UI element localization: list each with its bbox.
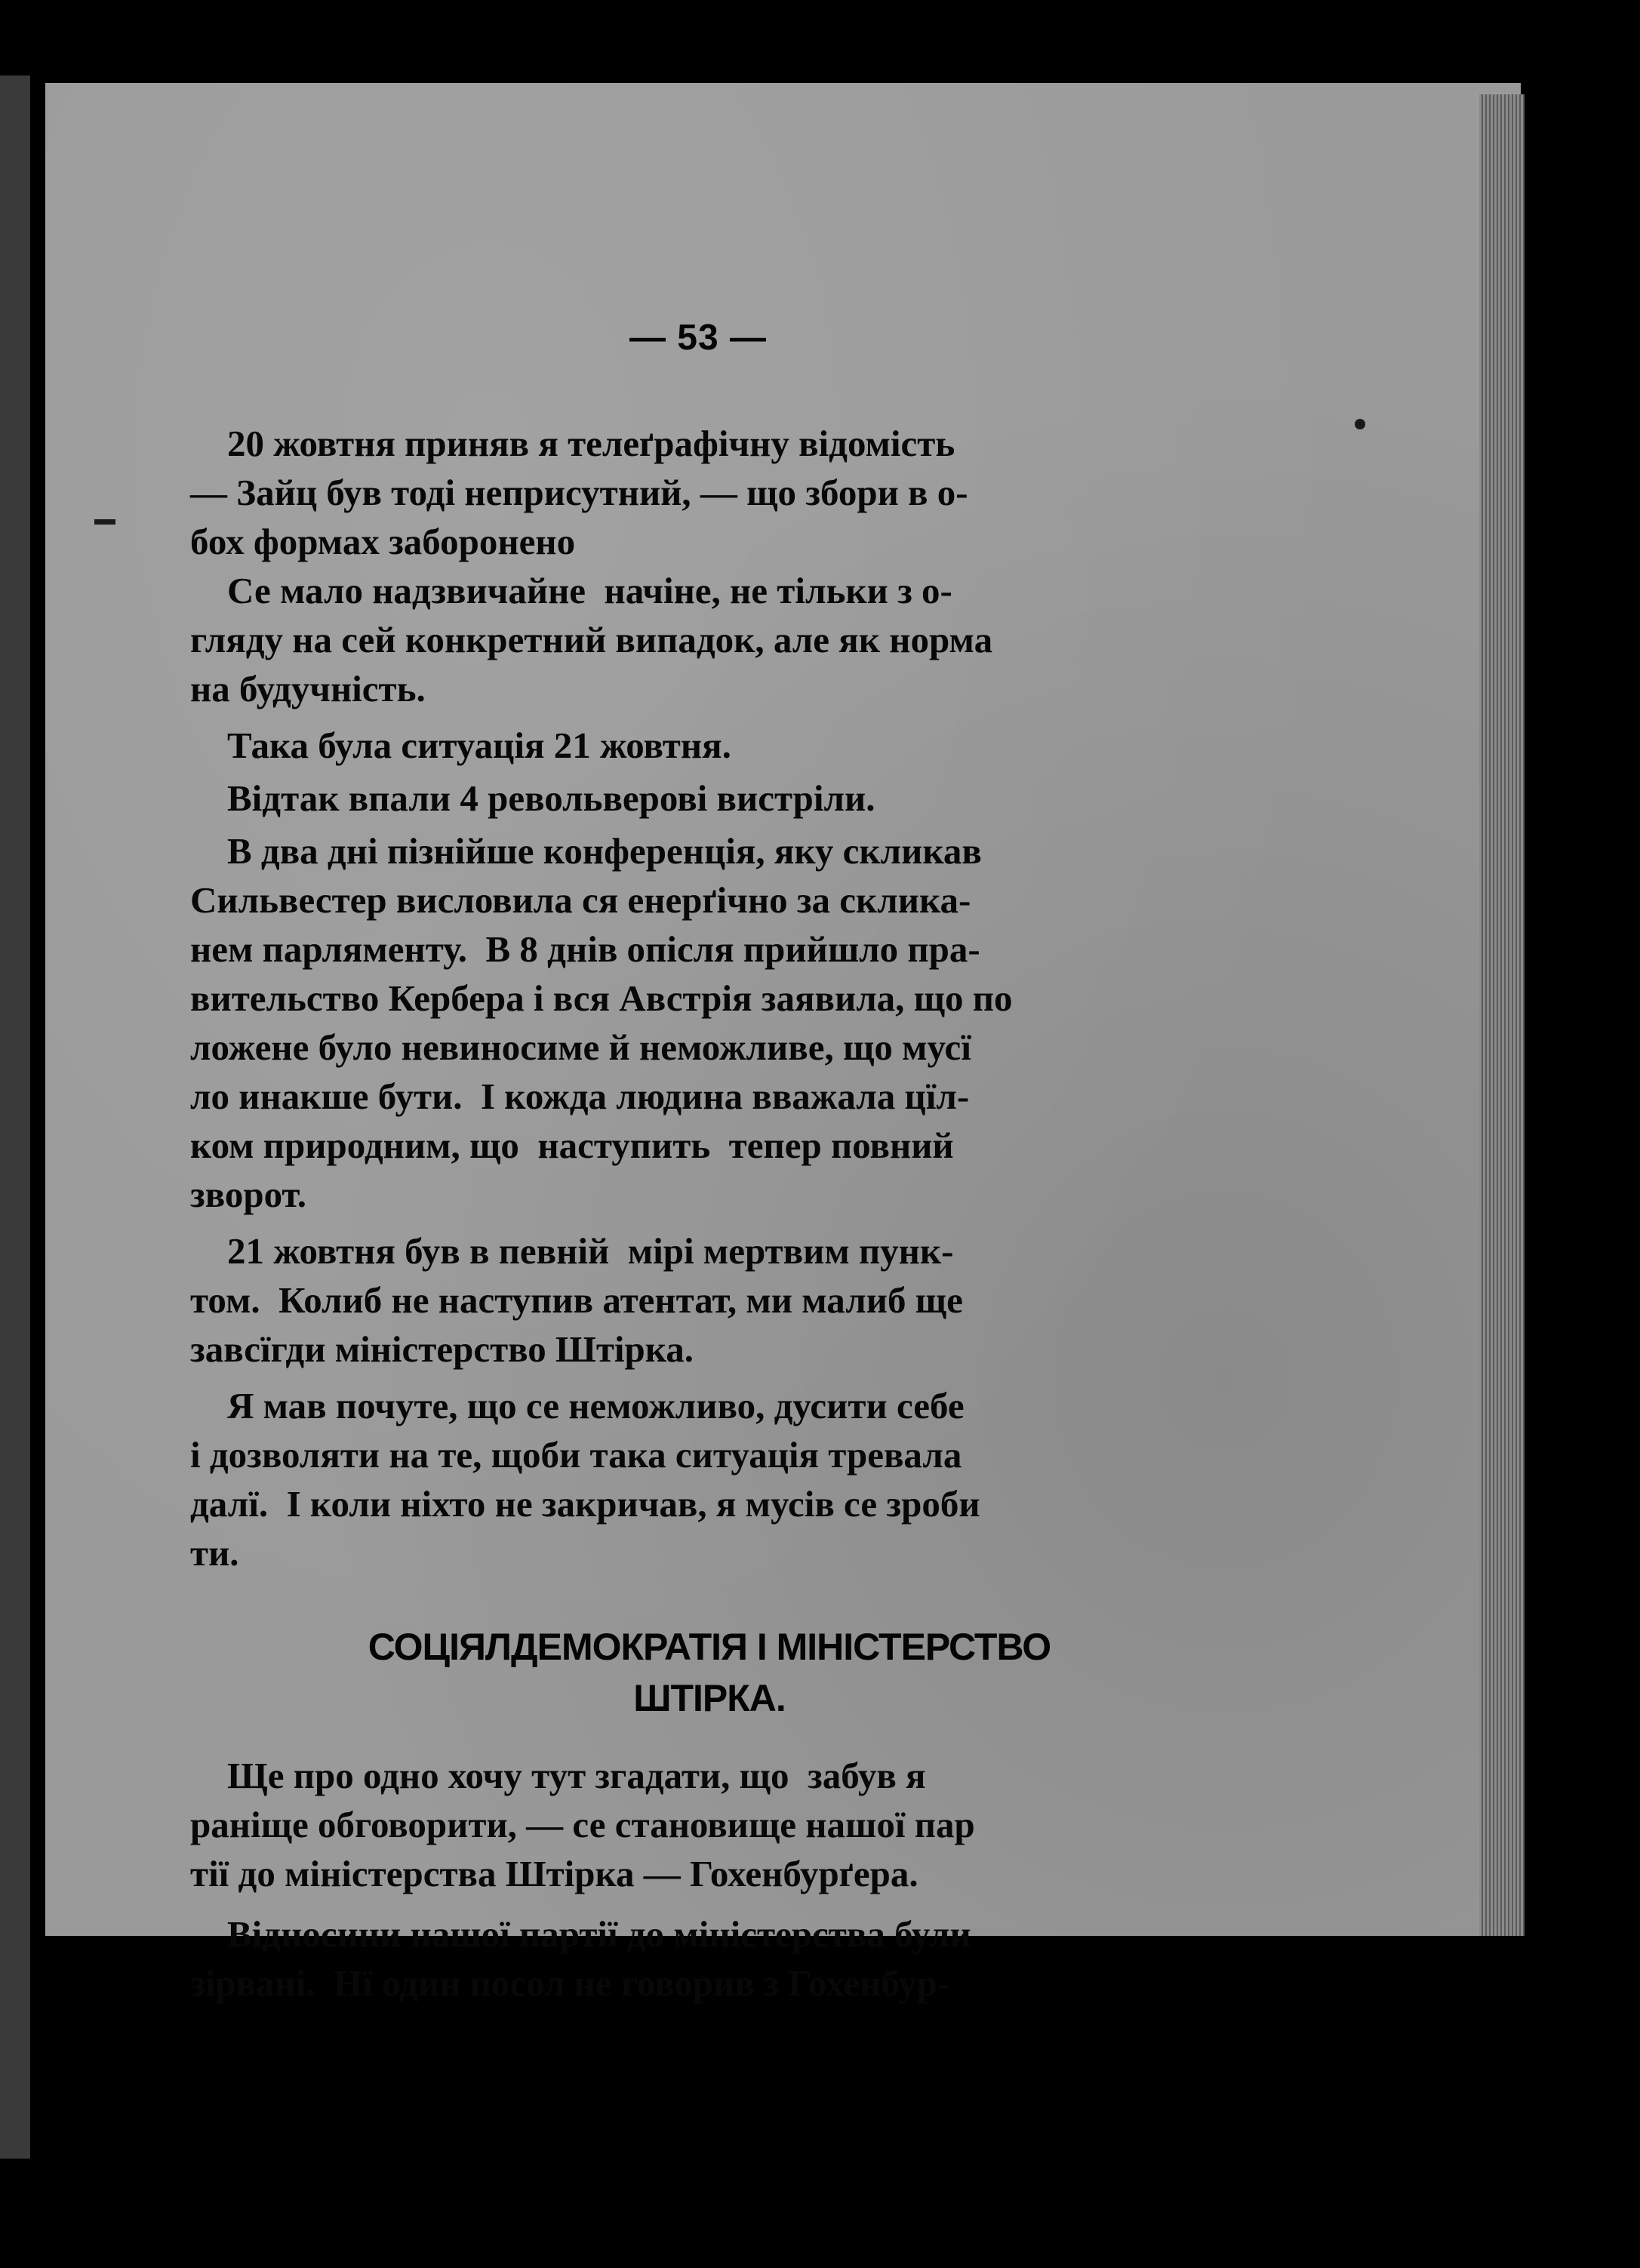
- text-line: гляду на сей конкретний випадок, але як норма: [190, 619, 993, 660]
- text-line: — Зайц був тоді неприсутний, — що збори в о-: [190, 472, 968, 513]
- text-line: тії до міністерства Штірка — Гохенбурґера.: [190, 1853, 918, 1894]
- text-line: вительство Кербера і вся Австрія заявила, що по: [190, 977, 1013, 1019]
- text-line: Се мало надзвичайне начіне, не тільки з о-: [190, 570, 952, 611]
- heading-line: СОЦІЯЛДЕМОКРАТІЯ І МІНІСТЕРСТВО: [368, 1626, 1051, 1668]
- text-line: і дозволяти на те, щоби така ситуація тревала: [190, 1434, 962, 1476]
- text-line: Сильвестер висловила ся енерґічно за склика-: [190, 879, 971, 921]
- text-line: Я мав почуте, що се неможливо, дусити себе: [190, 1385, 965, 1426]
- ink-mark: [1355, 419, 1365, 429]
- text-line: том. Колиб не наступив атентат, ми малиб ще: [190, 1279, 963, 1321]
- heading-line: ШТІРКА.: [633, 1677, 786, 1719]
- text-line: ложене було невиносиме й неможливе, що мусї: [190, 1026, 971, 1068]
- page-stack-edges: [1479, 94, 1525, 1936]
- text-line: Ще про одно хочу тут згадати, що забув я: [190, 1755, 926, 1796]
- text-line: Відносини нашої партії до міністерства були: [190, 1913, 971, 1955]
- text-line: Така була ситуація 21 жовтня.: [190, 725, 731, 766]
- text-line: завсїгди міністерство Штірка.: [190, 1328, 694, 1370]
- text-line: Відтак впали 4 револьверові вистріли.: [190, 777, 875, 819]
- text-line: ком природним, що наступить тепер повний: [190, 1125, 954, 1166]
- text-line: нем парляменту. В 8 днів опісля прийшло пра-: [190, 928, 980, 970]
- text-line: далї. І коли ніхто не закричав, я мусів се зроби: [190, 1483, 980, 1525]
- text-line: зворот.: [190, 1174, 307, 1215]
- text-line: на будучність.: [190, 668, 426, 709]
- text-line: бох формах заборонено: [190, 521, 576, 562]
- text-line: ло инакше бути. І кожда людина вважала цїл-: [190, 1076, 970, 1117]
- page-number: — 53 —: [629, 318, 768, 358]
- text-line: 21 жовтня був в певній мірі мертвим пунк-: [190, 1230, 954, 1272]
- text-line: зірвані. Нї один посол не говорив з Гохенбур-: [190, 1962, 950, 2004]
- text-line: раніще обговорити, — се становище нашої пар: [190, 1804, 975, 1845]
- text-line: В два дні пізнійше конференція, яку скликав: [190, 830, 982, 872]
- ink-mark: [94, 519, 115, 525]
- text-line: ти.: [190, 1532, 239, 1574]
- text-line: 20 жовтня приняв я телеґрафічну відомість: [190, 423, 955, 464]
- left-page-edge: [0, 75, 30, 2159]
